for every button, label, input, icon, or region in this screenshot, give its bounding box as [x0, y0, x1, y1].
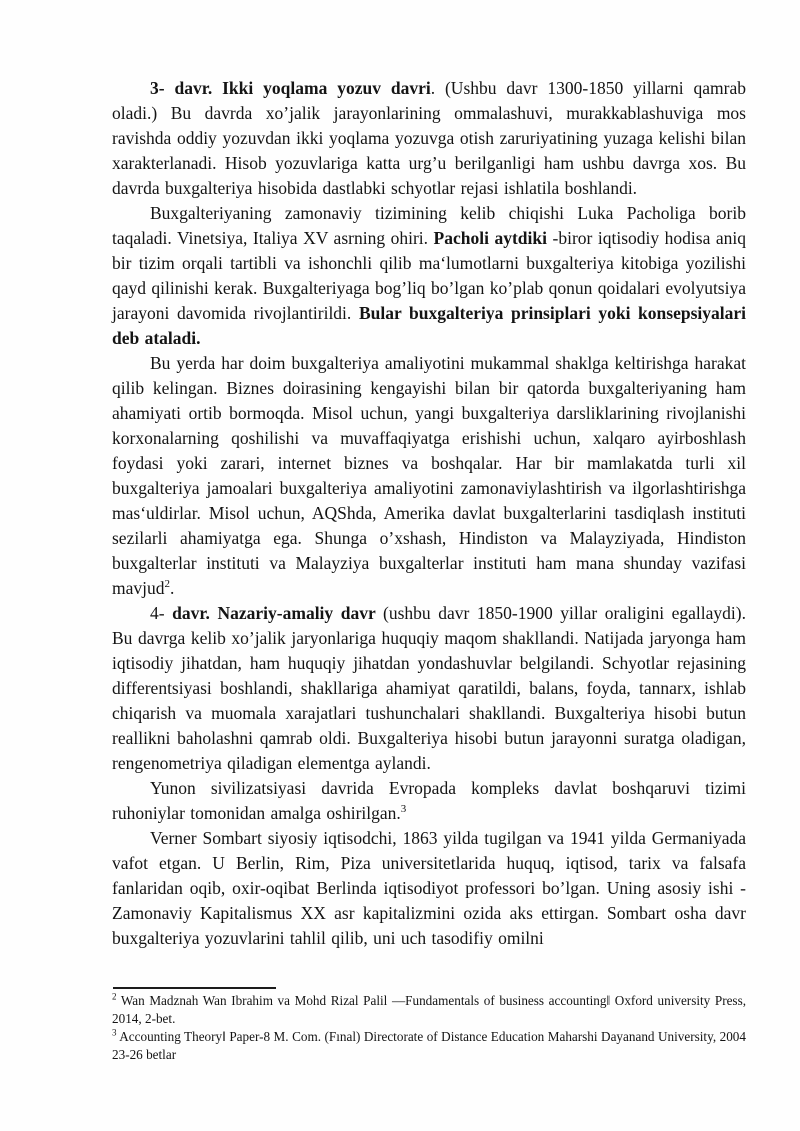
paragraph-yunon: [112, 776, 746, 826]
paragraph-yunon-text: Yunon sivilizatsiyasi davrida Evropada kompleks davlat boshqaruvi tizimi ruhoniylar tomonidan amalga oshirilgan.: [112, 778, 746, 823]
paragraph-sombart: [112, 826, 746, 951]
paragraph-pacholi-text-1: Buxgalteriyaning zamonaviy tizimining kelib chiqishi Luka Pacholiga borib taqaladi. Vinetsiya, Italiya XV asrning ohiri.: [112, 203, 746, 248]
footnote-3: [112, 1028, 746, 1064]
paragraph-pacholi: [112, 201, 746, 351]
footnote-2-text: Wan Madznah Wan Ibrahim va Mohd Rizal Palil —Fundamentals of business accounting‖ Oxford university Press, 2014, 2-bet.: [112, 993, 746, 1026]
footnote-ref-3: 3: [400, 803, 407, 816]
footnote-3-marker: 3: [112, 1027, 117, 1038]
paragraph-4-davr-text: (ushbu davr 1850-1900 yillar oraligini egallaydi). Bu davrga kelib xo’jalik jaryonlariga huquqiy maqom shakllandi. Natijada jaryonga ham iqtisodiy jihatdan, ham huquqiy jihatdan yondashuvlar belgilandi. Schyotlar rejasining differentsiyasi boshlandi, shakllariga ahamiyat qaratildi, balans, foyda, tannarx, ishlab chiqarish va muomala xarajatlari tushunchalari shakllandi. Buxgalteriya hisobi butun reallikni baholashni qamrab oldi. Buxgalteriya hisobi butun jarayonni suratga oladigan, rengenometriya qiladigan elementga aylandi.: [112, 603, 746, 773]
paragraph-amaliyot-text: Bu yerda har doim buxgalteriya amaliyotini mukammal shaklga keltirishga harakat qilib kelingan. Biznes doirasining kengayishi bilan bir qatorda buxgalteriyaning ham ahamiyati ortib bormoqda. Misol uchun, yangi buxgalteriya darsliklarining rivojlanishi korxonalarning qoshilishi va muvaffaqiyatga erishishi uchun, xalqaro ayirboshlash foydasi yoki zarari, internet biznes va boshqalar. Har bir mamlakatda turli xil buxgalteriya jamoalari buxgalteriya amaliyotini zamonaviylashtirish va ilgorlashtirishga mas‘uldirlar. Misol uchun, AQShda, Amerika davlat buxgalterlarini tasdiqlash instituti sezilarli ahamiyatga ega. Shunga o’xshash, Hindiston va Malayziyada, Hindiston buxgalterlar instituti va Malayziya buxgalterlar instituti ham mana shunday vazifasi mavjud: [112, 353, 746, 598]
paragraph-4-davr-heading: davr. Nazariy-amaliy davr: [172, 603, 383, 623]
document-body: [112, 76, 746, 951]
paragraph-3-davr-heading: 3- davr. Ikki yoqlama yozuv davri: [150, 78, 431, 98]
paragraph-3-davr-text: . (Ushbu davr 1300-1850 yillarni qamrab oladi.) Bu davrda xo’jalik jarayonlarining ommalashuvi, murakkablashuviga mos ravishda oddiy yozuvdan ikki yoqlama yozuvga otish zaruriyatining yuzaga kelishi bilan xarakterlanadi. Hisob yozuvlariga katta urg’u berilganligi ham ushbu davrga xos. Bu davrda buxgalteriya hisobida dastlabki schyotlar rejasi ishlatila boshlandi.: [112, 78, 746, 198]
paragraph-pacholi-text-2: -biror iqtisodiy hodisa aniq bir tizim orqali tartibli va ishonchli qilib ma‘lumotlarni buxgalteriya kitobiga yozilishi qayd qilinishi kerak. Buxgalteriyaga bog’liq bo’lgan ko’plab qonun qoidalari evolyutsiya jarayoni davomida rivojlantirildi.: [112, 228, 747, 323]
paragraph-pacholi-bold-1: Pacholi aytdiki: [433, 228, 547, 248]
footnote-2-marker: 2: [112, 991, 117, 1002]
footnotes-section: [112, 992, 746, 1064]
paragraph-3-davr: [112, 76, 746, 201]
footnote-2: [112, 992, 746, 1028]
paragraph-4-davr: [112, 601, 746, 776]
footnote-ref-2: 2: [164, 578, 170, 591]
paragraph-amaliyot-period: .: [170, 578, 175, 598]
paragraph-pacholi-bold-2: Bular buxgalteriya prinsiplari yoki konsepsiyalari deb ataladi.: [112, 303, 747, 348]
footnote-3-text: Accounting Theory‖ Paper-8 M. Com. (Fınal) Directorate of Distance Education Maharshi Dayanand University, 2004 23-26 betlar: [112, 1029, 746, 1062]
paragraph-sombart-text: Verner Sombart siyosiy iqtisodchi, 1863 yilda tugilgan va 1941 yilda Germaniyada vafot etgan. U Berlin, Rim, Piza universitetlarida huquq, iqtisod, tarix va falsafa fanlaridan oqib, oxir-oqibat Berlinda iqtisodiyot professori bo’lgan. Uning asosiy ishi - Zamonaviy Kapitalismus XX asr kapitalizmini ozida aks ettirgan. Sombart osha davr buxgalteriya yozuvlarini tahlil qilib, uni uch tasodifiy omilni: [112, 828, 746, 948]
paragraph-amaliyot: [112, 351, 746, 601]
footnote-separator: [113, 987, 276, 989]
paragraph-4-davr-number: 4-: [150, 603, 173, 623]
